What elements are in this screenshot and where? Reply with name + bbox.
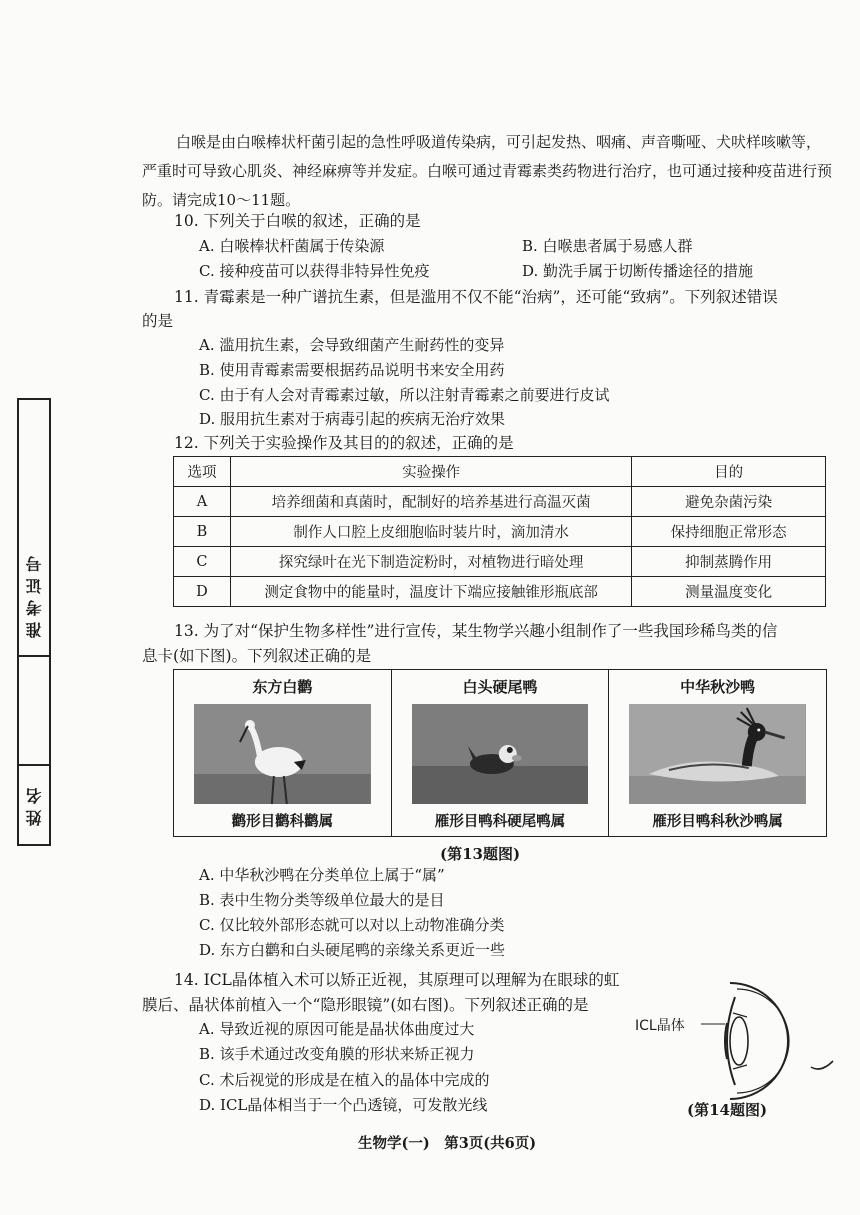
q13-option-c[interactable]: C. 仅比较外部形态就可以对以上动物准确分类 xyxy=(199,916,505,934)
icl-lens-label: ICL晶体 xyxy=(635,1018,685,1034)
q10-option-b[interactable]: B. 白喉患者属于易感人群 xyxy=(522,237,693,255)
eye-diagram xyxy=(635,977,835,1107)
reading-passage: 白喉是由白喉棒状杆菌引起的急性呼吸道传染病，可引起发热、咽痛、声音嘶哑、犬吠样咳嗽等，严重时可导致心肌炎、神经麻痹等并发症。白喉可通过青霉素类药物进行治疗，也可通过接种疫苗进行预防。请完成10～11题。 xyxy=(142,133,833,209)
q11-option-b[interactable]: B. 使用青霉素需要根据药品说明书来安全用药 xyxy=(199,361,505,379)
q13-option-b[interactable]: B. 表中生物分类等级单位最大的是目 xyxy=(199,891,445,909)
bird-card-white-headed-duck xyxy=(392,670,610,836)
q14-option-a[interactable]: A. 导致近视的原因可能是晶状体曲度过大 xyxy=(199,1020,475,1038)
table-cell: A xyxy=(174,487,231,517)
question-11-stem: 11. 青霉素是一种广谱抗生素，但是滥用不仅不能“治病”，还可能“致病”。下列叙述错误 xyxy=(174,288,778,306)
divider xyxy=(19,764,49,766)
bird-name: 中华秋沙鸭 xyxy=(680,678,756,696)
q10-option-a[interactable]: A. 白喉棒状杆菌属于传染源 xyxy=(199,237,385,255)
q13-option-d[interactable]: D. 东方白鹳和白头硬尾鸭的亲缘关系更近一些 xyxy=(199,941,506,959)
q10-option-c[interactable]: C. 接种疫苗可以获得非特异性免疫 xyxy=(199,262,430,280)
question-10-stem: 10. 下列关于白喉的叙述，正确的是 xyxy=(174,212,421,230)
table-row xyxy=(174,577,826,607)
question-14-stem-cont: 膜后、晶状体前植入一个“隐形眼镜”(如右图)。下列叙述正确的是 xyxy=(142,996,589,1014)
table-header: 实验操作 xyxy=(230,457,631,487)
table-row xyxy=(174,487,826,517)
q11-option-d[interactable]: D. 服用抗生素对于病毒引起的疾病无治疗效果 xyxy=(199,410,506,428)
table-cell: 保持细胞正常形态 xyxy=(632,517,826,547)
bird-card-stork xyxy=(174,670,392,836)
page-footer: 生物学(一) 第3页(共6页) xyxy=(358,1135,537,1152)
question-13-stem: 13. 为了对“保护生物多样性”进行宣传，某生物学兴趣小组制作了一些我国珍稀鸟类的信 xyxy=(174,622,778,640)
candidate-info-box xyxy=(17,398,51,846)
question-13-stem-cont: 息卡(如下图)。下列叙述正确的是 xyxy=(142,647,372,665)
bird-classification: 鹳形目鹳科鹳属 xyxy=(231,813,334,830)
duck-photo xyxy=(412,704,589,804)
q14-option-b[interactable]: B. 该手术通过改变角膜的形状来矫正视力 xyxy=(199,1045,475,1063)
question-12-stem: 12. 下列关于实验操作及其目的的叙述，正确的是 xyxy=(174,434,514,452)
question-11-stem-cont: 的是 xyxy=(142,312,174,330)
table-cell: 培养细菌和真菌时，配制好的培养基进行高温灭菌 xyxy=(230,487,631,517)
table-cell: 测量温度变化 xyxy=(632,577,826,607)
q13-option-a[interactable]: A. 中华秋沙鸭在分类单位上属于“属” xyxy=(199,866,445,884)
bird-info-cards xyxy=(173,669,827,837)
table-header-row xyxy=(174,457,826,487)
q13-figure-caption: (第13题图) xyxy=(440,845,521,863)
table-cell: D xyxy=(174,577,231,607)
q10-option-d[interactable]: D. 勤洗手属于切断传播途径的措施 xyxy=(522,262,754,280)
name-label: 姓名 xyxy=(25,782,44,826)
q14-option-d[interactable]: D. ICL晶体相当于一个凸透镜，可发散光线 xyxy=(199,1096,488,1114)
table-cell: 抑制蒸腾作用 xyxy=(632,547,826,577)
table-cell: C xyxy=(174,547,231,577)
bird-classification: 雁形目鸭科秋沙鸭属 xyxy=(652,813,783,830)
q14-figure-caption: (第14题图) xyxy=(687,1101,768,1119)
bird-name: 白头硬尾鸭 xyxy=(462,678,538,696)
stork-photo xyxy=(194,704,371,804)
divider xyxy=(19,655,49,657)
table-cell: 避免杂菌污染 xyxy=(632,487,826,517)
bird-card-merganser xyxy=(609,670,826,836)
bird-classification: 雁形目鸭科硬尾鸭属 xyxy=(434,813,566,830)
table-header: 目的 xyxy=(632,457,826,487)
table-row xyxy=(174,517,826,547)
table-cell: 测定食物中的能量时，温度计下端应接触锥形瓶底部 xyxy=(230,577,631,607)
q11-option-a[interactable]: A. 滥用抗生素，会导致细菌产生耐药性的变异 xyxy=(199,336,505,354)
exam-id-label: 准考证号 xyxy=(25,550,44,638)
question-14-stem: 14. ICL晶体植入术可以矫正近视，其原理可以理解为在眼球的虹 xyxy=(174,971,620,989)
table-cell: 制作人口腔上皮细胞临时装片时，滴加清水 xyxy=(230,517,631,547)
table-row xyxy=(174,547,826,577)
table-header: 选项 xyxy=(174,457,231,487)
table-cell: B xyxy=(174,517,231,547)
q11-option-c[interactable]: C. 由于有人会对青霉素过敏，所以注射青霉素之前要进行皮试 xyxy=(199,386,610,404)
q12-table xyxy=(173,456,826,607)
merganser-photo xyxy=(629,704,806,804)
q14-option-c[interactable]: C. 术后视觉的形成是在植入的晶体中完成的 xyxy=(199,1071,490,1089)
table-cell: 探究绿叶在光下制造淀粉时，对植物进行暗处理 xyxy=(230,547,631,577)
bird-name: 东方白鹳 xyxy=(252,678,313,696)
